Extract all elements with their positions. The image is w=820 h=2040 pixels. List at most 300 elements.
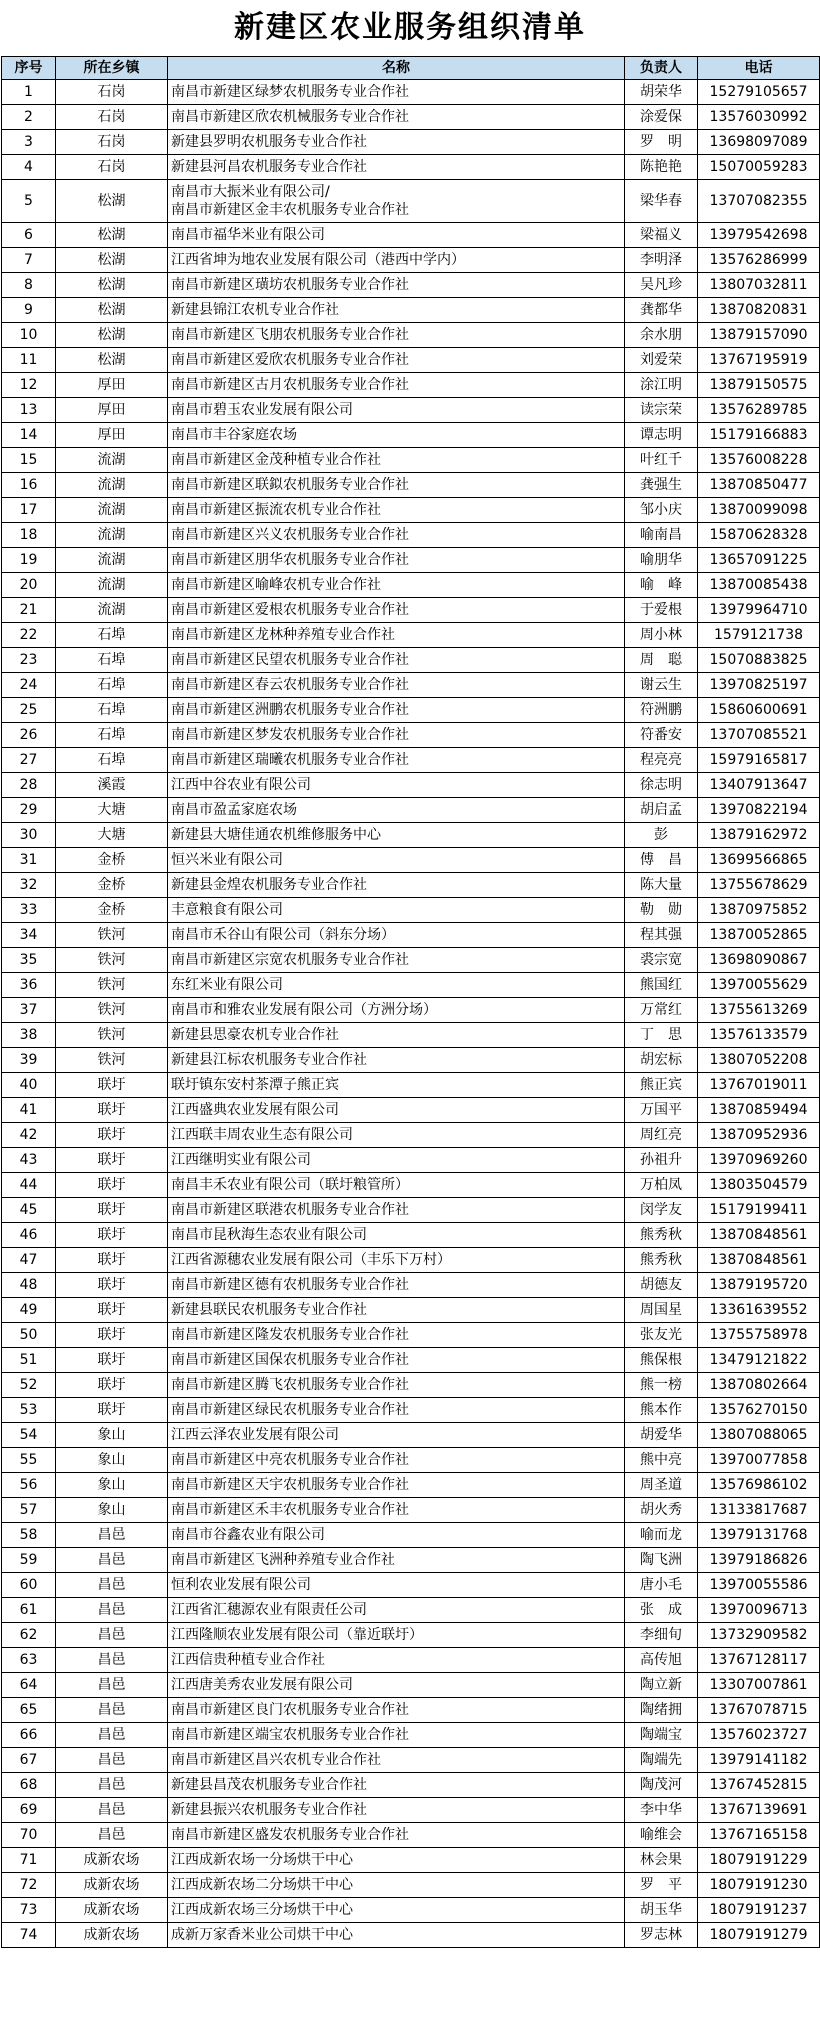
cell-no: 59 bbox=[2, 1548, 56, 1573]
table-row bbox=[2, 1023, 820, 1048]
cell-name: 南昌市新建区天宇农机服务专业合作社 bbox=[168, 1473, 625, 1498]
cell-town: 象山 bbox=[56, 1473, 168, 1498]
cell-person: 叶红千 bbox=[625, 448, 698, 473]
cell-person: 万常红 bbox=[625, 998, 698, 1023]
cell-no: 41 bbox=[2, 1098, 56, 1123]
cell-no: 34 bbox=[2, 923, 56, 948]
cell-phone: 13479121822 bbox=[698, 1348, 820, 1373]
cell-no: 44 bbox=[2, 1173, 56, 1198]
table-row bbox=[2, 548, 820, 573]
cell-no: 67 bbox=[2, 1748, 56, 1773]
cell-name: 新建县锦江农机专业合作社 bbox=[168, 298, 625, 323]
cell-town: 联圩 bbox=[56, 1123, 168, 1148]
cell-name: 恒兴米业有限公司 bbox=[168, 848, 625, 873]
cell-person: 闵学友 bbox=[625, 1198, 698, 1223]
cell-name: 南昌市新建区昌兴农机专业合作社 bbox=[168, 1748, 625, 1773]
cell-no: 27 bbox=[2, 748, 56, 773]
cell-town: 石岗 bbox=[56, 130, 168, 155]
cell-person: 陶绪拥 bbox=[625, 1698, 698, 1723]
cell-no: 22 bbox=[2, 623, 56, 648]
cell-town: 金桥 bbox=[56, 848, 168, 873]
cell-name: 南昌市新建区喻峰农机专业合作社 bbox=[168, 573, 625, 598]
cell-name: 南昌市新建区国保农机服务专业合作社 bbox=[168, 1348, 625, 1373]
cell-no: 52 bbox=[2, 1373, 56, 1398]
cell-no: 31 bbox=[2, 848, 56, 873]
cell-town: 联圩 bbox=[56, 1198, 168, 1223]
cell-no: 17 bbox=[2, 498, 56, 523]
cell-no: 45 bbox=[2, 1198, 56, 1223]
cell-person: 涂爱保 bbox=[625, 105, 698, 130]
cell-person: 胡宏标 bbox=[625, 1048, 698, 1073]
cell-phone: 13870802664 bbox=[698, 1373, 820, 1398]
cell-name: 江西隆顺农业发展有限公司（靠近联圩） bbox=[168, 1623, 625, 1648]
cell-name: 南昌市新建区德有农机服务专业合作社 bbox=[168, 1273, 625, 1298]
cell-town: 昌邑 bbox=[56, 1573, 168, 1598]
cell-phone: 13699566865 bbox=[698, 848, 820, 873]
cell-name: 南昌市新建区金茂种植专业合作社 bbox=[168, 448, 625, 473]
cell-phone: 13767165158 bbox=[698, 1823, 820, 1848]
cell-phone: 15870628328 bbox=[698, 523, 820, 548]
cell-phone: 13307007861 bbox=[698, 1673, 820, 1698]
cell-town: 松湖 bbox=[56, 323, 168, 348]
cell-town: 昌邑 bbox=[56, 1798, 168, 1823]
cell-no: 73 bbox=[2, 1898, 56, 1923]
cell-town: 流湖 bbox=[56, 498, 168, 523]
table-row bbox=[2, 180, 820, 223]
cell-town: 联圩 bbox=[56, 1398, 168, 1423]
table-row bbox=[2, 1048, 820, 1073]
cell-name: 东红米业有限公司 bbox=[168, 973, 625, 998]
cell-no: 61 bbox=[2, 1598, 56, 1623]
cell-no: 65 bbox=[2, 1698, 56, 1723]
cell-name: 新建县联民农机服务专业合作社 bbox=[168, 1298, 625, 1323]
cell-town: 成新农场 bbox=[56, 1873, 168, 1898]
cell-no: 43 bbox=[2, 1148, 56, 1173]
cell-no: 26 bbox=[2, 723, 56, 748]
table-row bbox=[2, 1623, 820, 1648]
cell-phone: 13870848561 bbox=[698, 1248, 820, 1273]
table-row bbox=[2, 648, 820, 673]
organization-table bbox=[1, 56, 820, 1948]
table-row bbox=[2, 1298, 820, 1323]
cell-person: 熊一榜 bbox=[625, 1373, 698, 1398]
cell-name: 江西继明实业有限公司 bbox=[168, 1148, 625, 1173]
cell-name: 江西联丰周农业生态有限公司 bbox=[168, 1123, 625, 1148]
cell-town: 铁河 bbox=[56, 923, 168, 948]
cell-person: 陶飞洲 bbox=[625, 1548, 698, 1573]
cell-name: 新建县金煌农机服务专业合作社 bbox=[168, 873, 625, 898]
cell-name: 新建县振兴农机服务专业合作社 bbox=[168, 1798, 625, 1823]
table-row bbox=[2, 1323, 820, 1348]
cell-person: 谢云生 bbox=[625, 673, 698, 698]
cell-person: 喻维会 bbox=[625, 1823, 698, 1848]
cell-no: 72 bbox=[2, 1873, 56, 1898]
cell-name: 南昌市新建区中亮农机服务专业合作社 bbox=[168, 1448, 625, 1473]
cell-phone: 13870975852 bbox=[698, 898, 820, 923]
cell-town: 联圩 bbox=[56, 1348, 168, 1373]
cell-town: 金桥 bbox=[56, 898, 168, 923]
table-row bbox=[2, 823, 820, 848]
cell-town: 厚田 bbox=[56, 423, 168, 448]
table-row bbox=[2, 473, 820, 498]
cell-person: 陶端先 bbox=[625, 1748, 698, 1773]
table-row bbox=[2, 898, 820, 923]
cell-no: 57 bbox=[2, 1498, 56, 1523]
cell-person: 陶端宝 bbox=[625, 1723, 698, 1748]
table-row bbox=[2, 323, 820, 348]
cell-town: 象山 bbox=[56, 1498, 168, 1523]
table-row bbox=[2, 1823, 820, 1848]
cell-town: 石岗 bbox=[56, 155, 168, 180]
cell-person: 徐志明 bbox=[625, 773, 698, 798]
cell-phone: 1579121738 bbox=[698, 623, 820, 648]
cell-no: 69 bbox=[2, 1798, 56, 1823]
cell-name: 南昌市新建区爱欣农机服务专业合作社 bbox=[168, 348, 625, 373]
cell-phone: 13979964710 bbox=[698, 598, 820, 623]
cell-no: 30 bbox=[2, 823, 56, 848]
cell-phone: 13767195919 bbox=[698, 348, 820, 373]
cell-phone: 13970825197 bbox=[698, 673, 820, 698]
cell-person: 于爱根 bbox=[625, 598, 698, 623]
cell-name: 南昌市谷鑫农业有限公司 bbox=[168, 1523, 625, 1548]
cell-phone: 13979542698 bbox=[698, 223, 820, 248]
cell-phone: 13879150575 bbox=[698, 373, 820, 398]
cell-name: 江西唐美秀农业发展有限公司 bbox=[168, 1673, 625, 1698]
cell-person: 喻南昌 bbox=[625, 523, 698, 548]
cell-person: 李细旬 bbox=[625, 1623, 698, 1648]
cell-person: 梁华春 bbox=[625, 180, 698, 223]
table-row bbox=[2, 248, 820, 273]
cell-town: 象山 bbox=[56, 1423, 168, 1448]
cell-name: 江西成新农场三分场烘干中心 bbox=[168, 1898, 625, 1923]
cell-name: 南昌市昆秋海生态农业有限公司 bbox=[168, 1223, 625, 1248]
table-row bbox=[2, 130, 820, 155]
cell-no: 36 bbox=[2, 973, 56, 998]
table-row bbox=[2, 1448, 820, 1473]
cell-town: 大塘 bbox=[56, 798, 168, 823]
table-row bbox=[2, 1798, 820, 1823]
cell-town: 石岗 bbox=[56, 105, 168, 130]
cell-name: 南昌市丰谷家庭农场 bbox=[168, 423, 625, 448]
cell-phone: 13767019011 bbox=[698, 1073, 820, 1098]
cell-phone: 13576023727 bbox=[698, 1723, 820, 1748]
table-row bbox=[2, 523, 820, 548]
cell-person: 程其强 bbox=[625, 923, 698, 948]
cell-name: 南昌市新建区绿民农机服务专业合作社 bbox=[168, 1398, 625, 1423]
cell-town: 联圩 bbox=[56, 1373, 168, 1398]
cell-no: 70 bbox=[2, 1823, 56, 1848]
cell-no: 29 bbox=[2, 798, 56, 823]
cell-phone: 13803504579 bbox=[698, 1173, 820, 1198]
cell-no: 16 bbox=[2, 473, 56, 498]
cell-no: 42 bbox=[2, 1123, 56, 1148]
cell-town: 昌邑 bbox=[56, 1748, 168, 1773]
cell-name: 南昌市盈孟家庭农场 bbox=[168, 798, 625, 823]
cell-phone: 15279105657 bbox=[698, 80, 820, 105]
table-row bbox=[2, 1198, 820, 1223]
cell-town: 流湖 bbox=[56, 573, 168, 598]
cell-no: 21 bbox=[2, 598, 56, 623]
cell-town: 昌邑 bbox=[56, 1548, 168, 1573]
cell-person: 熊正宾 bbox=[625, 1073, 698, 1098]
cell-town: 金桥 bbox=[56, 873, 168, 898]
table-row bbox=[2, 80, 820, 105]
cell-name: 南昌市碧玉农业发展有限公司 bbox=[168, 398, 625, 423]
page-title: 新建区农业服务组织清单 bbox=[234, 10, 586, 45]
cell-town: 联圩 bbox=[56, 1098, 168, 1123]
cell-person: 勒 勋 bbox=[625, 898, 698, 923]
cell-name: 江西成新农场一分场烘干中心 bbox=[168, 1848, 625, 1873]
cell-no: 38 bbox=[2, 1023, 56, 1048]
table-row bbox=[2, 1473, 820, 1498]
table-row bbox=[2, 448, 820, 473]
cell-town: 流湖 bbox=[56, 473, 168, 498]
table-row bbox=[2, 748, 820, 773]
table-row bbox=[2, 848, 820, 873]
cell-person: 胡荣华 bbox=[625, 80, 698, 105]
cell-town: 松湖 bbox=[56, 273, 168, 298]
cell-no: 55 bbox=[2, 1448, 56, 1473]
table-header-row bbox=[2, 57, 820, 80]
cell-phone: 18079191229 bbox=[698, 1848, 820, 1873]
cell-person: 周圣道 bbox=[625, 1473, 698, 1498]
cell-town: 溪霞 bbox=[56, 773, 168, 798]
cell-person: 喻 峰 bbox=[625, 573, 698, 598]
cell-name: 南昌市新建区宗宽农机服务专业合作社 bbox=[168, 948, 625, 973]
cell-name: 南昌市新建区璜坊农机服务专业合作社 bbox=[168, 273, 625, 298]
cell-phone: 13707085521 bbox=[698, 723, 820, 748]
cell-no: 54 bbox=[2, 1423, 56, 1448]
cell-phone: 13970969260 bbox=[698, 1148, 820, 1173]
cell-town: 石埠 bbox=[56, 648, 168, 673]
cell-name: 新建县大塘佳通农机维修服务中心 bbox=[168, 823, 625, 848]
cell-no: 10 bbox=[2, 323, 56, 348]
cell-phone: 13576030992 bbox=[698, 105, 820, 130]
cell-phone: 15860600691 bbox=[698, 698, 820, 723]
cell-person: 唐小毛 bbox=[625, 1573, 698, 1598]
cell-name: 南昌市新建区良门农机服务专业合作社 bbox=[168, 1698, 625, 1723]
cell-town: 流湖 bbox=[56, 598, 168, 623]
table-row bbox=[2, 423, 820, 448]
cell-person: 胡玉华 bbox=[625, 1898, 698, 1923]
table-row bbox=[2, 923, 820, 948]
cell-name: 南昌市新建区端宝农机服务专业合作社 bbox=[168, 1723, 625, 1748]
cell-phone: 18079191237 bbox=[698, 1898, 820, 1923]
cell-person: 陶立新 bbox=[625, 1673, 698, 1698]
table-row bbox=[2, 105, 820, 130]
cell-town: 铁河 bbox=[56, 1023, 168, 1048]
cell-phone: 13133817687 bbox=[698, 1498, 820, 1523]
table-row bbox=[2, 373, 820, 398]
table-row bbox=[2, 273, 820, 298]
cell-town: 铁河 bbox=[56, 973, 168, 998]
cell-town: 松湖 bbox=[56, 348, 168, 373]
cell-no: 9 bbox=[2, 298, 56, 323]
header-phone: 电话 bbox=[698, 57, 820, 80]
table-row bbox=[2, 1698, 820, 1723]
cell-no: 46 bbox=[2, 1223, 56, 1248]
cell-person: 张友光 bbox=[625, 1323, 698, 1348]
cell-phone: 13870848561 bbox=[698, 1223, 820, 1248]
cell-phone: 15179166883 bbox=[698, 423, 820, 448]
cell-no: 13 bbox=[2, 398, 56, 423]
cell-person: 胡爱华 bbox=[625, 1423, 698, 1448]
table-row bbox=[2, 1148, 820, 1173]
table-row bbox=[2, 1273, 820, 1298]
cell-phone: 13870859494 bbox=[698, 1098, 820, 1123]
cell-name: 南昌市福华米业有限公司 bbox=[168, 223, 625, 248]
cell-name: 南昌市新建区腾飞农机服务专业合作社 bbox=[168, 1373, 625, 1398]
cell-name: 新建县江标农机服务专业合作社 bbox=[168, 1048, 625, 1073]
cell-no: 11 bbox=[2, 348, 56, 373]
table-row bbox=[2, 873, 820, 898]
cell-no: 49 bbox=[2, 1298, 56, 1323]
cell-no: 1 bbox=[2, 80, 56, 105]
cell-no: 53 bbox=[2, 1398, 56, 1423]
cell-town: 石埠 bbox=[56, 623, 168, 648]
cell-phone: 15070883825 bbox=[698, 648, 820, 673]
cell-name: 南昌市新建区古月农机服务专业合作社 bbox=[168, 373, 625, 398]
cell-phone: 13970055629 bbox=[698, 973, 820, 998]
cell-person: 李明泽 bbox=[625, 248, 698, 273]
cell-person: 吴凡珍 bbox=[625, 273, 698, 298]
cell-no: 18 bbox=[2, 523, 56, 548]
cell-phone: 13576133579 bbox=[698, 1023, 820, 1048]
cell-town: 成新农场 bbox=[56, 1848, 168, 1873]
cell-name: 新建县思豪农机专业合作社 bbox=[168, 1023, 625, 1048]
cell-phone: 13576008228 bbox=[698, 448, 820, 473]
cell-name: 南昌市新建区春云农机服务专业合作社 bbox=[168, 673, 625, 698]
table-row bbox=[2, 1898, 820, 1923]
cell-no: 5 bbox=[2, 180, 56, 223]
cell-name: 南昌市新建区朋华农机服务专业合作社 bbox=[168, 548, 625, 573]
cell-town: 昌邑 bbox=[56, 1648, 168, 1673]
cell-no: 56 bbox=[2, 1473, 56, 1498]
table-row bbox=[2, 1498, 820, 1523]
cell-name: 南昌市禾谷山有限公司（斜东分场） bbox=[168, 923, 625, 948]
cell-no: 25 bbox=[2, 698, 56, 723]
cell-town: 象山 bbox=[56, 1448, 168, 1473]
table-row bbox=[2, 1373, 820, 1398]
cell-phone: 13870099098 bbox=[698, 498, 820, 523]
cell-phone: 13698097089 bbox=[698, 130, 820, 155]
cell-town: 厚田 bbox=[56, 373, 168, 398]
table-row bbox=[2, 1223, 820, 1248]
cell-person: 龚都华 bbox=[625, 298, 698, 323]
cell-town: 石埠 bbox=[56, 748, 168, 773]
cell-person: 周小林 bbox=[625, 623, 698, 648]
cell-person: 熊中亮 bbox=[625, 1448, 698, 1473]
cell-person: 邹小庆 bbox=[625, 498, 698, 523]
cell-person: 龚强生 bbox=[625, 473, 698, 498]
header-person: 负责人 bbox=[625, 57, 698, 80]
cell-town: 成新农场 bbox=[56, 1923, 168, 1948]
cell-no: 71 bbox=[2, 1848, 56, 1873]
cell-name: 江西省汇穗源农业有限责任公司 bbox=[168, 1598, 625, 1623]
cell-name: 江西信贵种植专业合作社 bbox=[168, 1648, 625, 1673]
table-row bbox=[2, 1098, 820, 1123]
table-row bbox=[2, 1923, 820, 1948]
cell-person: 刘爱荣 bbox=[625, 348, 698, 373]
cell-phone: 13767139691 bbox=[698, 1798, 820, 1823]
table-row bbox=[2, 1873, 820, 1898]
cell-town: 联圩 bbox=[56, 1173, 168, 1198]
cell-person: 喻而龙 bbox=[625, 1523, 698, 1548]
cell-town: 联圩 bbox=[56, 1298, 168, 1323]
cell-phone: 13979131768 bbox=[698, 1523, 820, 1548]
cell-phone: 13870850477 bbox=[698, 473, 820, 498]
cell-no: 63 bbox=[2, 1648, 56, 1673]
cell-phone: 13767452815 bbox=[698, 1773, 820, 1798]
cell-name: 南昌市新建区联鉯农机服务专业合作社 bbox=[168, 473, 625, 498]
cell-phone: 13970096713 bbox=[698, 1598, 820, 1623]
cell-town: 松湖 bbox=[56, 223, 168, 248]
cell-name: 江西盛典农业发展有限公司 bbox=[168, 1098, 625, 1123]
table-row bbox=[2, 1123, 820, 1148]
cell-person: 熊秀秋 bbox=[625, 1223, 698, 1248]
cell-phone: 13707082355 bbox=[698, 180, 820, 223]
cell-no: 2 bbox=[2, 105, 56, 130]
cell-no: 28 bbox=[2, 773, 56, 798]
table-row bbox=[2, 398, 820, 423]
cell-town: 昌邑 bbox=[56, 1823, 168, 1848]
cell-no: 68 bbox=[2, 1773, 56, 1798]
cell-phone: 18079191230 bbox=[698, 1873, 820, 1898]
cell-town: 石埠 bbox=[56, 723, 168, 748]
cell-phone: 13807032811 bbox=[698, 273, 820, 298]
cell-no: 74 bbox=[2, 1923, 56, 1948]
cell-person: 熊国红 bbox=[625, 973, 698, 998]
cell-phone: 18079191279 bbox=[698, 1923, 820, 1948]
cell-person: 符番安 bbox=[625, 723, 698, 748]
cell-name: 南昌市新建区梦发农机服务专业合作社 bbox=[168, 723, 625, 748]
cell-name: 南昌市新建区龙林种养殖专业合作社 bbox=[168, 623, 625, 648]
cell-name: 江西中谷农业有限公司 bbox=[168, 773, 625, 798]
cell-name: 恒利农业发展有限公司 bbox=[168, 1573, 625, 1598]
cell-phone: 13979186826 bbox=[698, 1548, 820, 1573]
cell-no: 24 bbox=[2, 673, 56, 698]
cell-no: 7 bbox=[2, 248, 56, 273]
cell-person: 读宗荣 bbox=[625, 398, 698, 423]
cell-name: 成新万家香米业公司烘干中心 bbox=[168, 1923, 625, 1948]
table-row bbox=[2, 698, 820, 723]
cell-no: 48 bbox=[2, 1273, 56, 1298]
cell-phone: 13879195720 bbox=[698, 1273, 820, 1298]
cell-phone: 13407913647 bbox=[698, 773, 820, 798]
cell-no: 40 bbox=[2, 1073, 56, 1098]
cell-town: 昌邑 bbox=[56, 1673, 168, 1698]
cell-town: 大塘 bbox=[56, 823, 168, 848]
header-no: 序号 bbox=[2, 57, 56, 80]
cell-phone: 15070059283 bbox=[698, 155, 820, 180]
cell-person: 罗 平 bbox=[625, 1873, 698, 1898]
table-row bbox=[2, 673, 820, 698]
cell-person: 彭 bbox=[625, 823, 698, 848]
table-row bbox=[2, 798, 820, 823]
cell-town: 流湖 bbox=[56, 523, 168, 548]
cell-person: 孙祖升 bbox=[625, 1148, 698, 1173]
cell-person: 林会果 bbox=[625, 1848, 698, 1873]
cell-name: 联圩镇东安村茶潭子熊正宾 bbox=[168, 1073, 625, 1098]
table-row bbox=[2, 1173, 820, 1198]
cell-phone: 13807088065 bbox=[698, 1423, 820, 1448]
cell-name: 江西省源穗农业发展有限公司（丰乐下万村） bbox=[168, 1248, 625, 1273]
cell-phone: 13576986102 bbox=[698, 1473, 820, 1498]
table-row bbox=[2, 1548, 820, 1573]
cell-town: 石埠 bbox=[56, 698, 168, 723]
cell-town: 昌邑 bbox=[56, 1773, 168, 1798]
cell-no: 4 bbox=[2, 155, 56, 180]
